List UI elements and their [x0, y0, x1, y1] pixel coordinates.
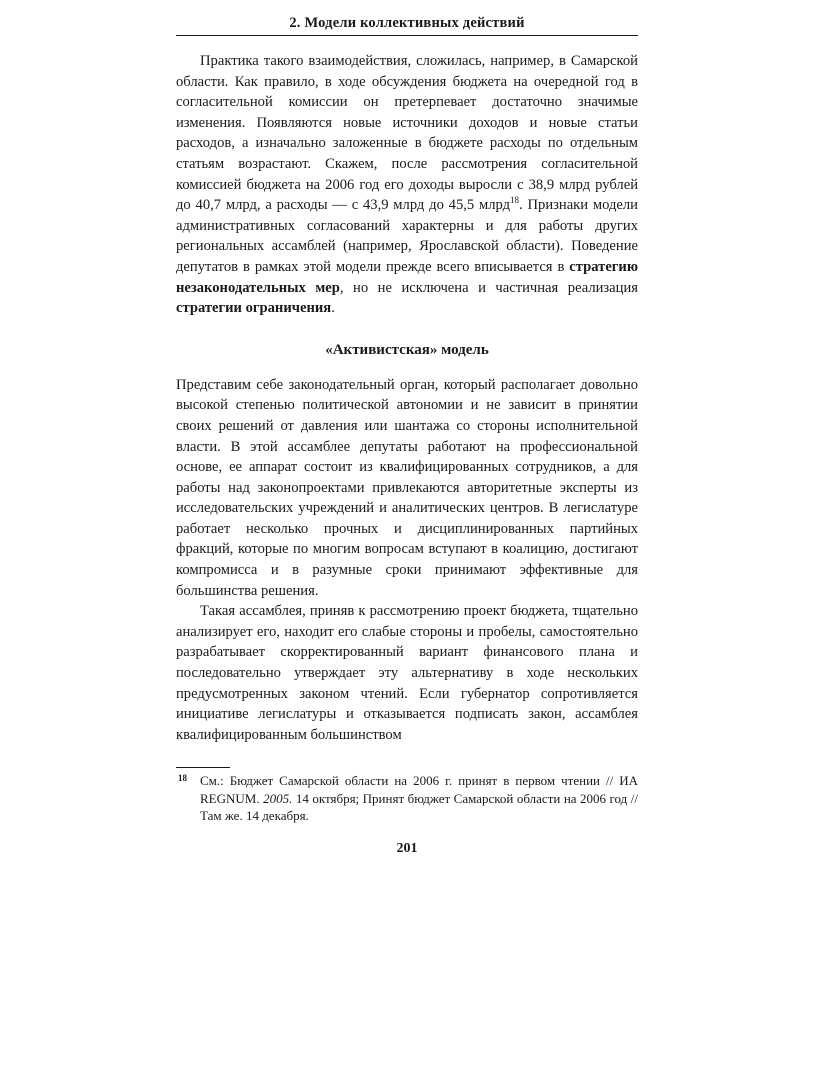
bold-term-nonlegislative-strategy: стратегию незаконодательных мер	[176, 258, 638, 296]
section-heading: «Активистская» модель	[325, 341, 489, 358]
footnote-text-a: См.: Бюджет Самарской области на 2006 г. принят в первом чтении // ИА REGNUM.	[200, 773, 638, 806]
paragraph-1-text-c: , но не исключена и частичная реализация	[339, 279, 638, 296]
bold-term-restriction-strategy: стратегии ограничения	[176, 300, 332, 317]
paragraph-1-text-d: .	[331, 300, 335, 317]
running-head: 2. Модели коллективных действий	[176, 14, 638, 36]
paragraph-1-text-a: Практика такого взаимодействия, сложилась, например, в Самарской области. Как правило, в ходе обсуждения бюджета на очередной год в согласительной комиссии он претерпевает достаточно значимые изменения. Появляются новые источники доходов и новые статьи расходов, а изначально заложенные в бюджете расходы по отдельным статьям возрастают. Скажем, после рассмотрения согласительной комиссией бюджета на 2006 год его доходы выросли с 38,9 млрд рублей до 40,7 млрд, а расходы — с 43,9 млрд до 45,5 млрд	[176, 53, 638, 214]
paragraph-1-text-b: . Признаки модели административных согласований характерны и для работы других региональных ассамблей (например, Ярославской области). Поведение депутатов в рамках этой модели прежде всего вписывается в	[176, 197, 638, 275]
footnote-marker: 18	[178, 773, 187, 784]
paragraph-2: Представим себе законодательный орган, который располагает довольно высокой степенью политической автономии и не зависит в принятии своих решений от давления или шантажа со стороны исполнительной власти. В этой ассамблее депутаты работают на профессиональной основе, ее аппарат состоит из квалифицированных сотрудников, а для работы над законопроектами привлекаются авторитетные эксперты из исследовательских учреждений и аналитических центров. В легислатуре работает несколько прочных и дисциплинированных партийных фракций, которые по многим вопросам вступают в коалицию, достигают компромисса и в разумные сроки принимают эффективные для большинства решения.	[176, 376, 638, 599]
footnote	[176, 772, 638, 825]
paragraph-3: Такая ассамблея, приняв к рассмотрению проект бюджета, тщательно анализирует его, находит его слабые стороны и пробелы, самостоятельно разрабатывает скорректированный вариант финансового плана и последовательно утверждает эту альтернативу в ходе нескольких предусмотренных законом чтений. Если губернатор сопротивляется инициативе легислатуры и отказывается подписать закон, ассамблея квалифицированным большинством	[176, 603, 638, 743]
paragraph-1	[176, 51, 638, 319]
footnote-divider	[176, 767, 230, 768]
page-number: 201	[396, 840, 418, 856]
footnote-reference[interactable]: 18	[510, 195, 520, 206]
book-page	[176, 14, 638, 857]
footnote-text-b: 14 октября; Принят бюджет Самарской области на 2006 год // Там же. 14 декабря.	[200, 790, 639, 824]
body-text	[176, 51, 638, 745]
footnote-text-italic: 2005.	[263, 790, 293, 806]
